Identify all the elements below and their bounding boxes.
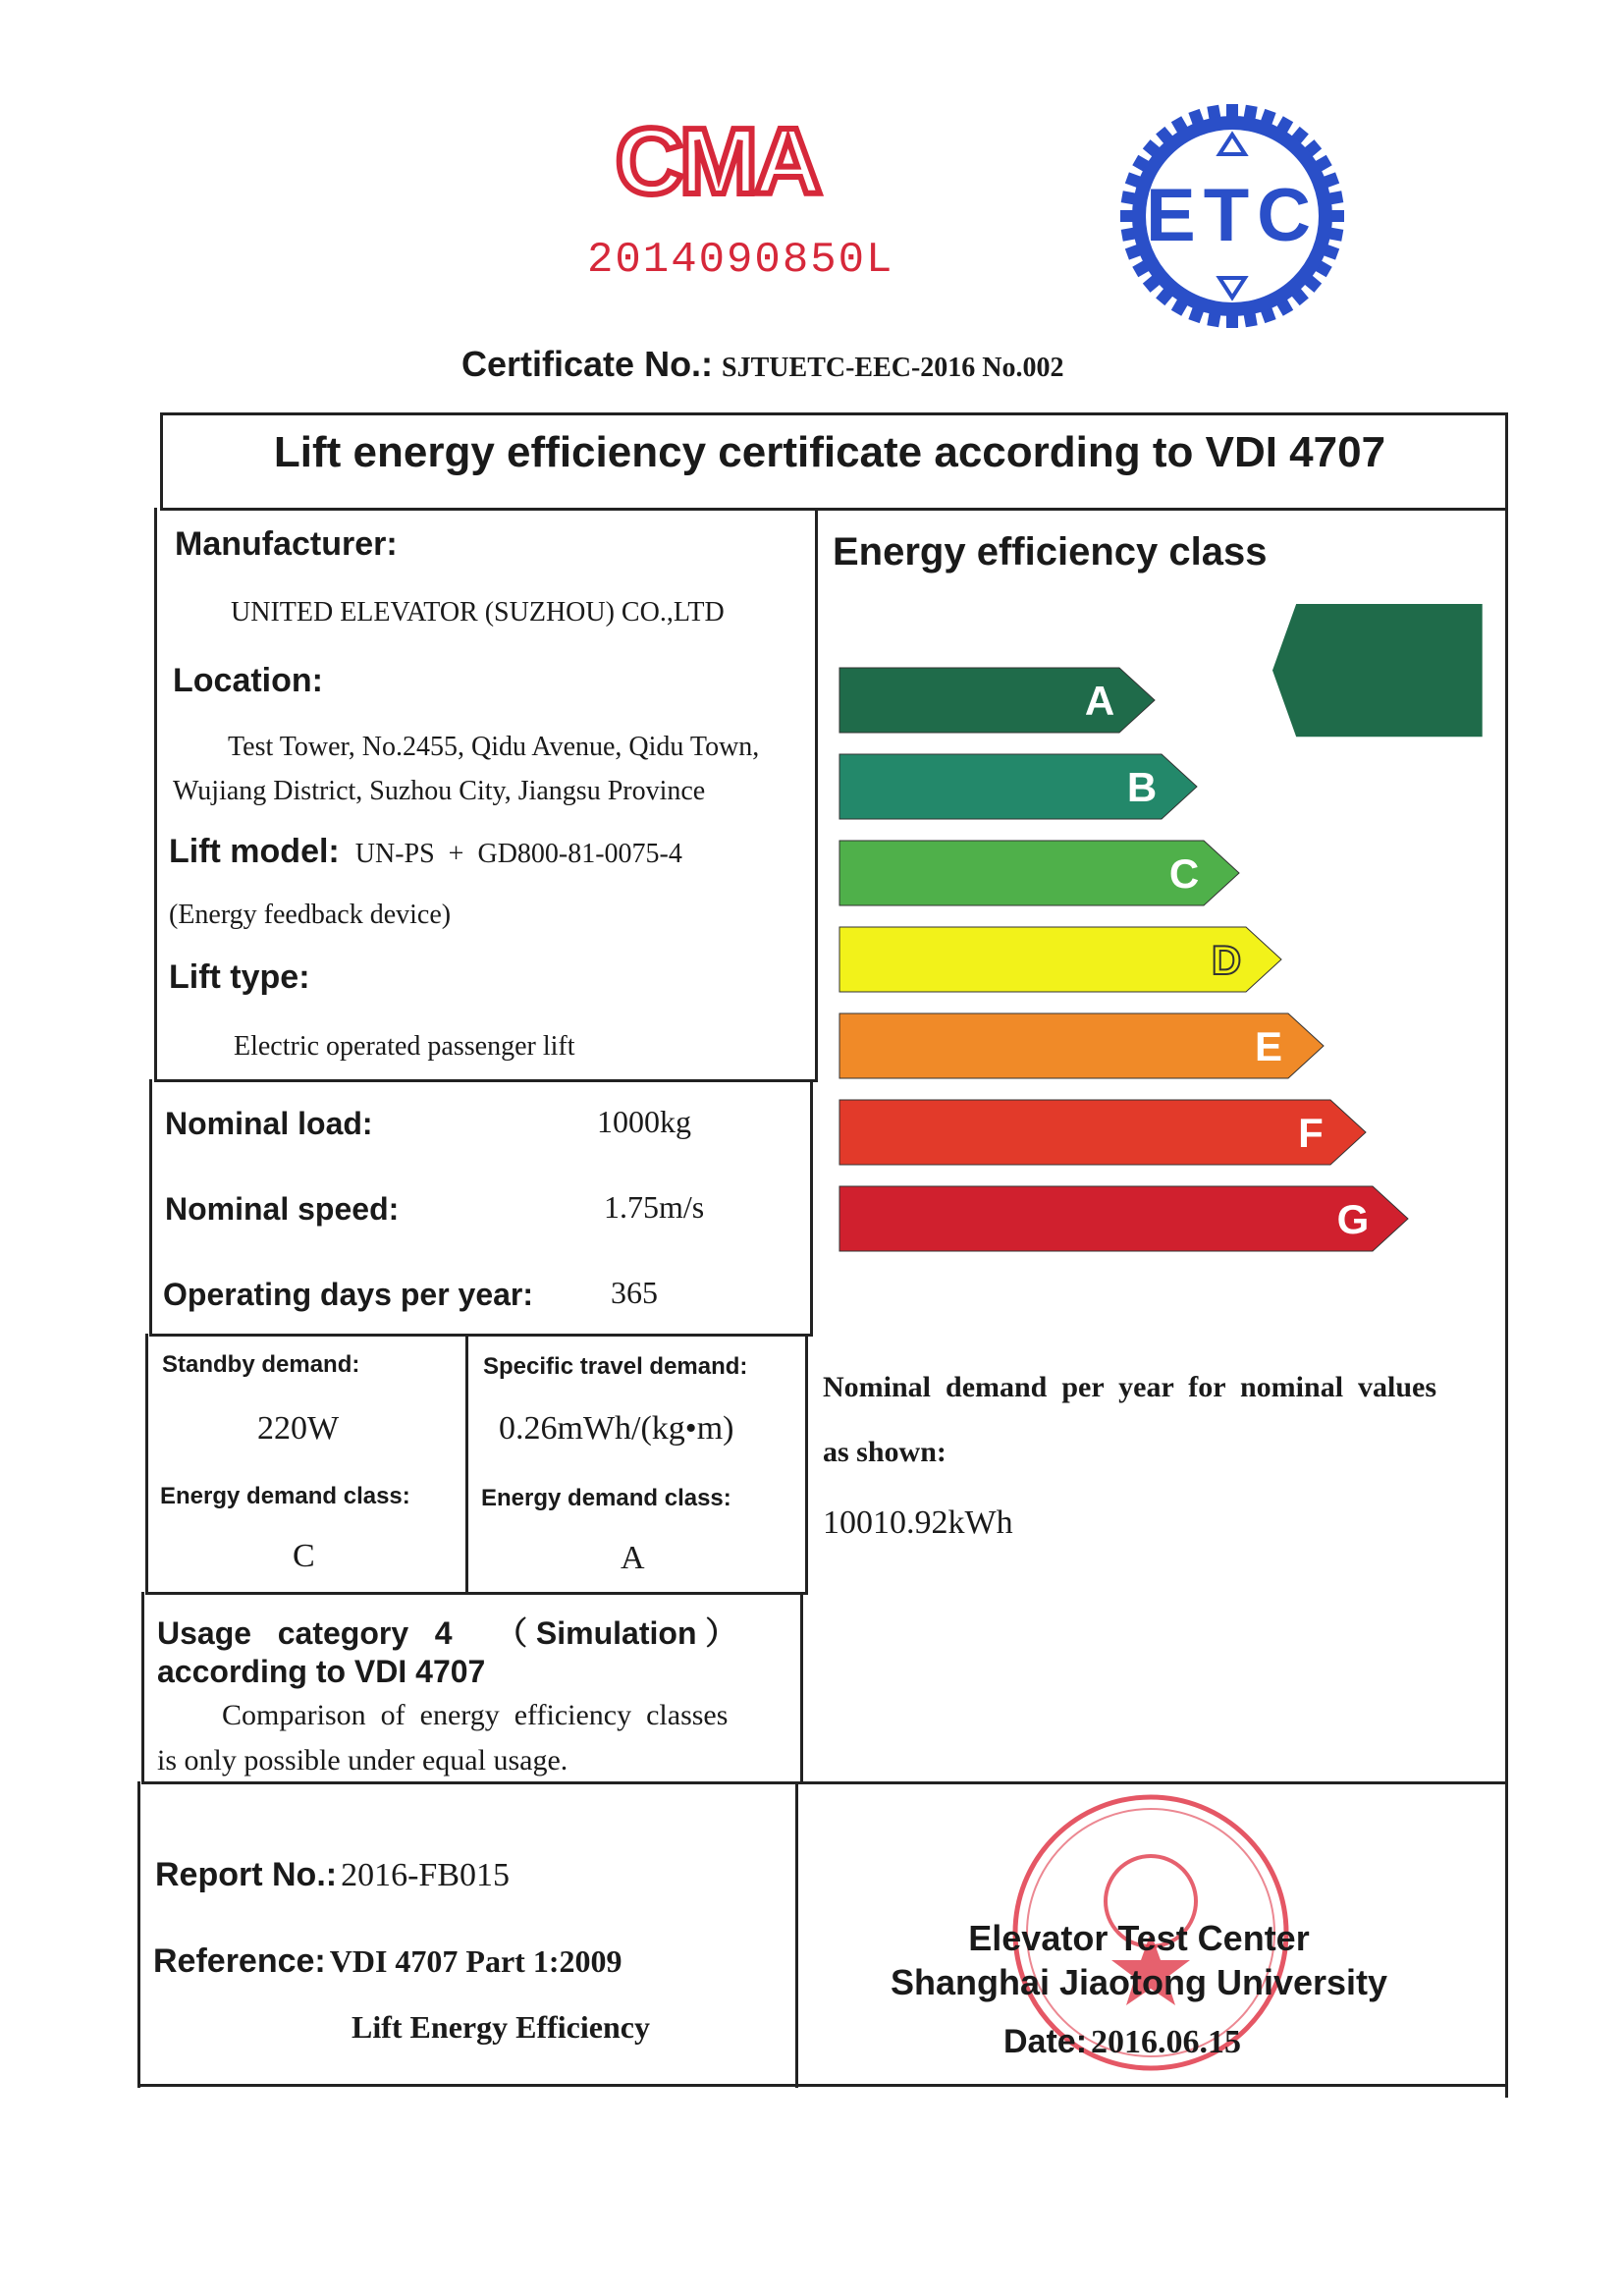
location-line-2: Wujiang District, Suzhou City, Jiangsu Province: [173, 776, 706, 806]
location-label: Location:: [173, 662, 323, 699]
test-center-name: Elevator Test Center: [968, 1918, 1310, 1958]
usage-note-2: is only possible under equal usage.: [157, 1744, 568, 1777]
certificate-label: Certificate No.:: [461, 344, 714, 384]
efficiency-bar-c: [839, 841, 1239, 905]
operating-days-value: 365: [611, 1275, 658, 1310]
cma-seal-text: CMA: [615, 109, 819, 214]
reference-value: VDI 4707 Part 1:2009: [329, 1943, 622, 1979]
location-line-1: Test Tower, No.2455, Qidu Avenue, Qidu Town,: [228, 732, 760, 762]
efficiency-bar-label: E: [1254, 1023, 1283, 1069]
lift-model-label: Lift model:: [169, 833, 340, 870]
certificate-value: SJTUETC-EEC-2016 No.002: [722, 353, 1064, 383]
standby-class-value: C: [293, 1538, 315, 1574]
result-class-letter: A: [1533, 612, 1600, 716]
nominal-speed-label: Nominal speed:: [165, 1191, 400, 1227]
nominal-speed-value: 1.75m/s: [604, 1189, 705, 1225]
lift-type-value: Electric operated passenger lift: [234, 1031, 575, 1062]
manufacturer-value: UNITED ELEVATOR (SUZHOU) CO.,LTD: [231, 597, 725, 628]
travel-label: Specific travel demand:: [483, 1353, 748, 1380]
reference-subtitle: Lift Energy Efficiency: [352, 2009, 650, 2045]
efficiency-bar-e: [839, 1013, 1324, 1078]
certificate-title: Lift energy efficiency certificate according to VDI 4707: [273, 428, 1386, 476]
efficiency-bar-label: F: [1298, 1110, 1324, 1156]
efficiency-bar-g: [839, 1186, 1408, 1251]
manufacturer-label: Manufacturer:: [175, 525, 398, 563]
lift-type-label: Lift type:: [169, 958, 310, 996]
efficiency-bar-label: A: [1084, 678, 1115, 724]
efficiency-bar-label: G: [1336, 1196, 1370, 1242]
cma-seal: [609, 109, 825, 214]
lift-model-value: UN-PS + GD800-81-0075-4: [354, 839, 682, 869]
efficiency-bar-a: [839, 668, 1155, 733]
certificate-number: [461, 344, 1064, 385]
efficiency-class-heading: Energy efficiency class: [833, 530, 1268, 574]
nominal-demand-value: 10010.92kWh: [823, 1504, 1013, 1541]
efficiency-bar-label: B: [1126, 764, 1158, 810]
nominal-demand-line-2: as shown:: [823, 1436, 947, 1468]
efficiency-bar-d: [839, 927, 1281, 992]
etc-logo-text: ETC: [1146, 174, 1319, 257]
date-value: 2016.06.15: [1091, 2024, 1242, 2060]
efficiency-bar-label: C: [1168, 850, 1200, 897]
travel-value: 0.26mWh/(kg•m): [499, 1410, 734, 1447]
efficiency-bar-b: [839, 754, 1197, 819]
usage-note-1: Comparison of energy efficiency classes: [222, 1699, 729, 1731]
standby-class-label: Energy demand class:: [160, 1483, 410, 1509]
date-label: Date:: [1003, 2023, 1088, 2060]
nominal-demand-line-1: Nominal demand per year for nominal values: [823, 1371, 1437, 1403]
travel-class-value: A: [621, 1540, 645, 1576]
operating-days-label: Operating days per year:: [163, 1277, 534, 1312]
university-name: Shanghai Jiaotong University: [890, 1962, 1388, 2002]
efficiency-bar-f: [839, 1100, 1366, 1165]
etc-logo: [1109, 93, 1355, 339]
lift-model-note: (Energy feedback device): [169, 900, 452, 930]
result-class-arrow: [1272, 604, 1599, 737]
efficiency-bar-label: D: [1211, 937, 1242, 983]
travel-class-label: Energy demand class:: [481, 1485, 731, 1511]
reference-label: Reference:: [153, 1942, 326, 1980]
standby-label: Standby demand:: [162, 1351, 360, 1378]
usage-standard: according to VDI 4707: [157, 1654, 486, 1689]
usage-category: Usage category 4 （ Simulation ）: [157, 1615, 737, 1651]
standby-value: 220W: [257, 1410, 340, 1447]
efficiency-scale: [825, 594, 1600, 1262]
nominal-load-value: 1000kg: [597, 1104, 691, 1139]
cma-code: 2014090850L: [587, 236, 894, 285]
nominal-load-label: Nominal load:: [165, 1106, 373, 1141]
report-label: Report No.:: [155, 1856, 338, 1893]
report-value: 2016-FB015: [341, 1857, 511, 1893]
